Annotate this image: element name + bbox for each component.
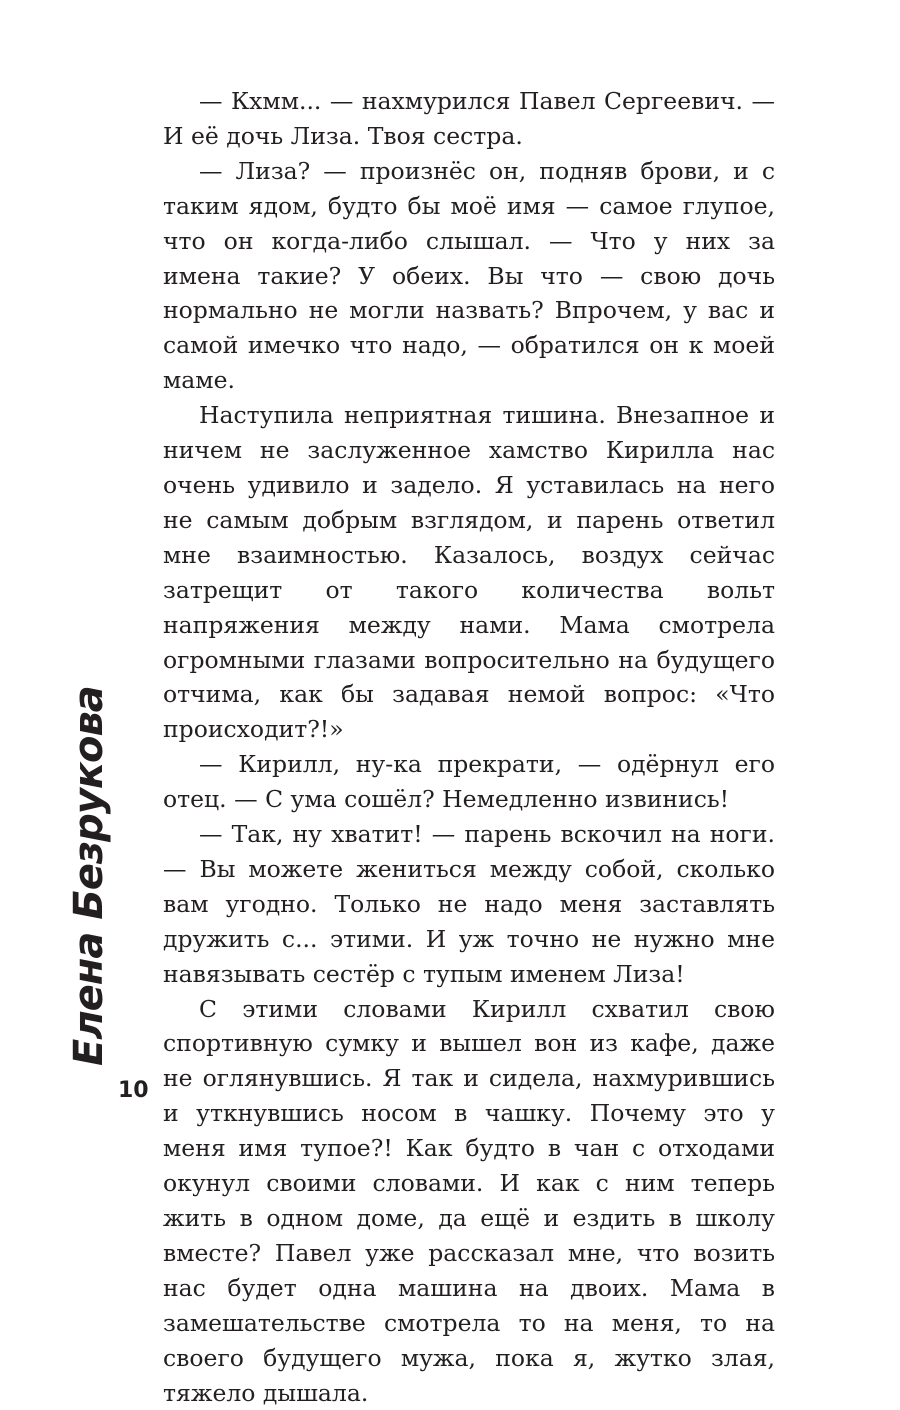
paragraph: Наступила неприятная тишина. Внезапное и ничем не заслуженное хамство Кирилла нас очень удивило и задело. Я уставилась на него не самым добрым взглядом, и парень ответил мне взаимностью. Казалось, воздух сейчас затрещит от такого количества вольт напряжения между нами. Мама смотрела огромными глазами вопросительно на будущего отчима, как бы задавая немой вопрос: «Что происходит?!»: [163, 401, 775, 744]
body-text: [163, 84, 775, 1410]
paragraph: С этими словами Кирилл схватил свою спортивную сумку и вышел вон из кафе, даже не оглянувшись. Я так и сидела, нахмурившись и уткнувшись носом в чашку. Почему это у меня имя тупое?! Как будто в чан с отходами окунул своими словами. И как с ним теперь жить в одном доме, да ещё и ездить в школу вместе? Павел уже рассказал мне, что возить нас будет одна машина на двоих. Мама в замешательстве смотрела то на меня, то на своего будущего мужа, пока я, жутко злая, тяжело дышала.: [163, 994, 775, 1407]
paragraph: — Кирилл, ну-ка прекрати, — одёрнул его отец. — С ума сошёл? Немедленно извинись!: [163, 750, 775, 814]
paragraph: — Кхмм... — нахмурился Павел Сергеевич. — И её дочь Лиза. Твоя сестра.: [163, 87, 775, 150]
page-number: 10: [118, 1078, 149, 1103]
paragraph: — Лиза? — произнёс он, подняв брови, и с таким ядом, будто бы моё имя — самое глупое, что он когда-либо слышал. — Что у них за имена такие? У обеих. Вы что — свою дочь нормально не могли назвать? Впрочем, у вас и самой имечко что надо, — обратился он к моей маме.: [163, 156, 775, 395]
paragraph: — Так, ну хватит! — парень вскочил на ноги. — Вы можете жениться между собой, сколько вам угодно. Только не надо меня заставлять дружить с... этими. И уж точно не нужно мне навязывать сестёр с тупым именем Лиза!: [163, 820, 775, 988]
author-signature: Елена Безрукова: [66, 686, 112, 1066]
